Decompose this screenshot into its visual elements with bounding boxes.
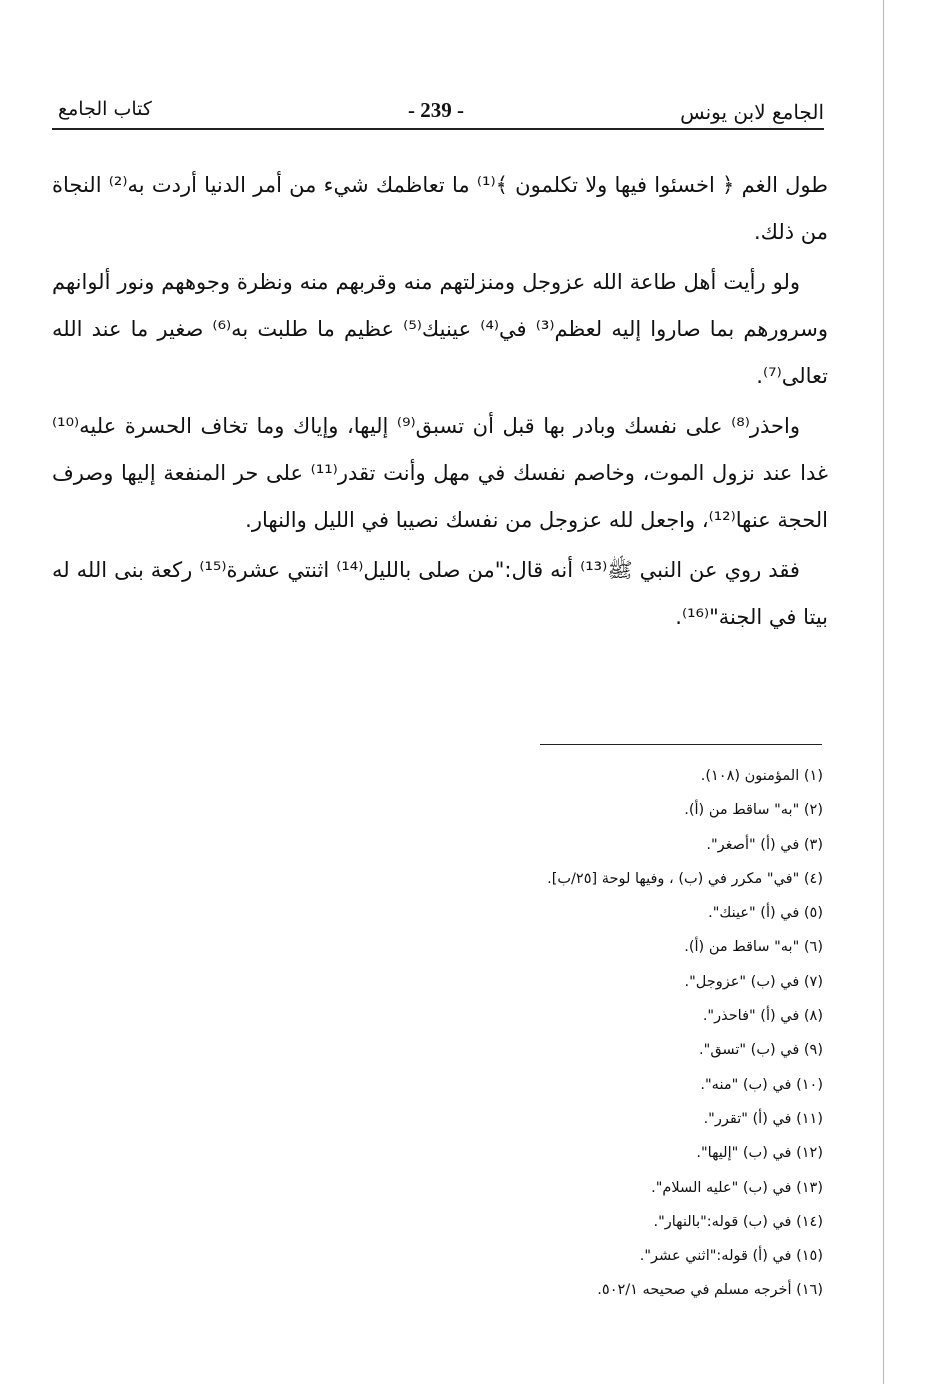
footnote-10: (١٠) في (ب) "منه". [700, 1076, 823, 1093]
footnote-8: (٨) في (أ) "فاحذر". [702, 1008, 823, 1025]
footnote-separator [540, 744, 822, 745]
footnote-2: (٢) "به" ساقط من (أ). [684, 802, 823, 819]
footnote-1: (١) المؤمنون (١٠٨). [700, 768, 823, 784]
footnote-3: (٣) في (أ) "أصغر". [706, 836, 823, 853]
footnotes-list [303, 759, 823, 1308]
page-header [52, 96, 824, 130]
paragraph-2: ولو رأيت أهل طاعة الله عزوجل ومنزلتهم منه وقربهم منه ونظرة وجوههم ونور ألوانهم وسرورهم بما صاروا إليه لعظم⁽³⁾ في⁽⁴⁾ عينيك⁽⁵⁾ عظيم ما طلبت به⁽⁶⁾ صغير ما عند الله تعالى⁽⁷⁾. [52, 270, 828, 388]
footnote-9: (٩) في (ب) "تسق". [699, 1042, 823, 1059]
paragraph-4: فقد روي عن النبي ﷺ⁽¹³⁾ أنه قال:"من صلى بالليل⁽¹⁴⁾ اثنتي عشرة⁽¹⁵⁾ ركعة بنى الله له بيتا في الجنة"⁽¹⁶⁾. [52, 558, 828, 629]
footnote-15: (١٥) في (أ) قوله:"اثني عشر". [639, 1248, 823, 1265]
running-title-chapter: كتاب الجامع [58, 98, 152, 120]
footnote-11: (١١) في (أ) "تقرر". [703, 1110, 823, 1127]
page-number: - 239 - [408, 98, 464, 122]
header-rule [52, 128, 824, 130]
paragraph-1: طول الغم ﴿ اخسئوا فيها ولا تكلمون ﴾⁽¹⁾ ما تعاظمك شيء من أمر الدنيا أردت به⁽²⁾ النجاة من ذلك. [52, 173, 828, 244]
running-title-book: الجامع لابن يونس [680, 100, 824, 124]
footnote-14: (١٤) في (ب) قوله:"بالنهار". [653, 1213, 823, 1230]
footnote-13: (١٣) في (ب) "عليه السلام". [651, 1179, 823, 1196]
footnote-5: (٥) في (أ) "عينك". [708, 905, 823, 922]
paragraph-3: واحذر⁽⁸⁾ على نفسك وبادر بها قبل أن تسبق⁽⁹⁾ إليها، وإياك وما تخاف الحسرة عليه⁽¹⁰⁾ غدا عند نزول الموت، وخاصم نفسك في مهل وأنت تقدر⁽¹¹⁾ على حر المنفعة إليها وصرف الحجة عنها⁽¹²⁾، واجعل لله عزوجل من نفسك نصيبا في الليل والنهار. [52, 414, 828, 532]
footnote-4: (٤) "في" مكرر في (ب) ، وفيها لوحة [٢٥/ب]. [547, 870, 823, 887]
main-text [52, 162, 828, 644]
footnote-7: (٧) في (ب) "عزوجل". [684, 973, 823, 990]
footnote-6: (٦) "به" ساقط من (أ). [684, 939, 823, 956]
page-edge-line [883, 0, 884, 1384]
footnote-16: (١٦) أخرجه مسلم في صحيحه ٥٠٢/١. [597, 1282, 823, 1299]
footnote-12: (١٢) في (ب) "إليها". [696, 1145, 823, 1162]
